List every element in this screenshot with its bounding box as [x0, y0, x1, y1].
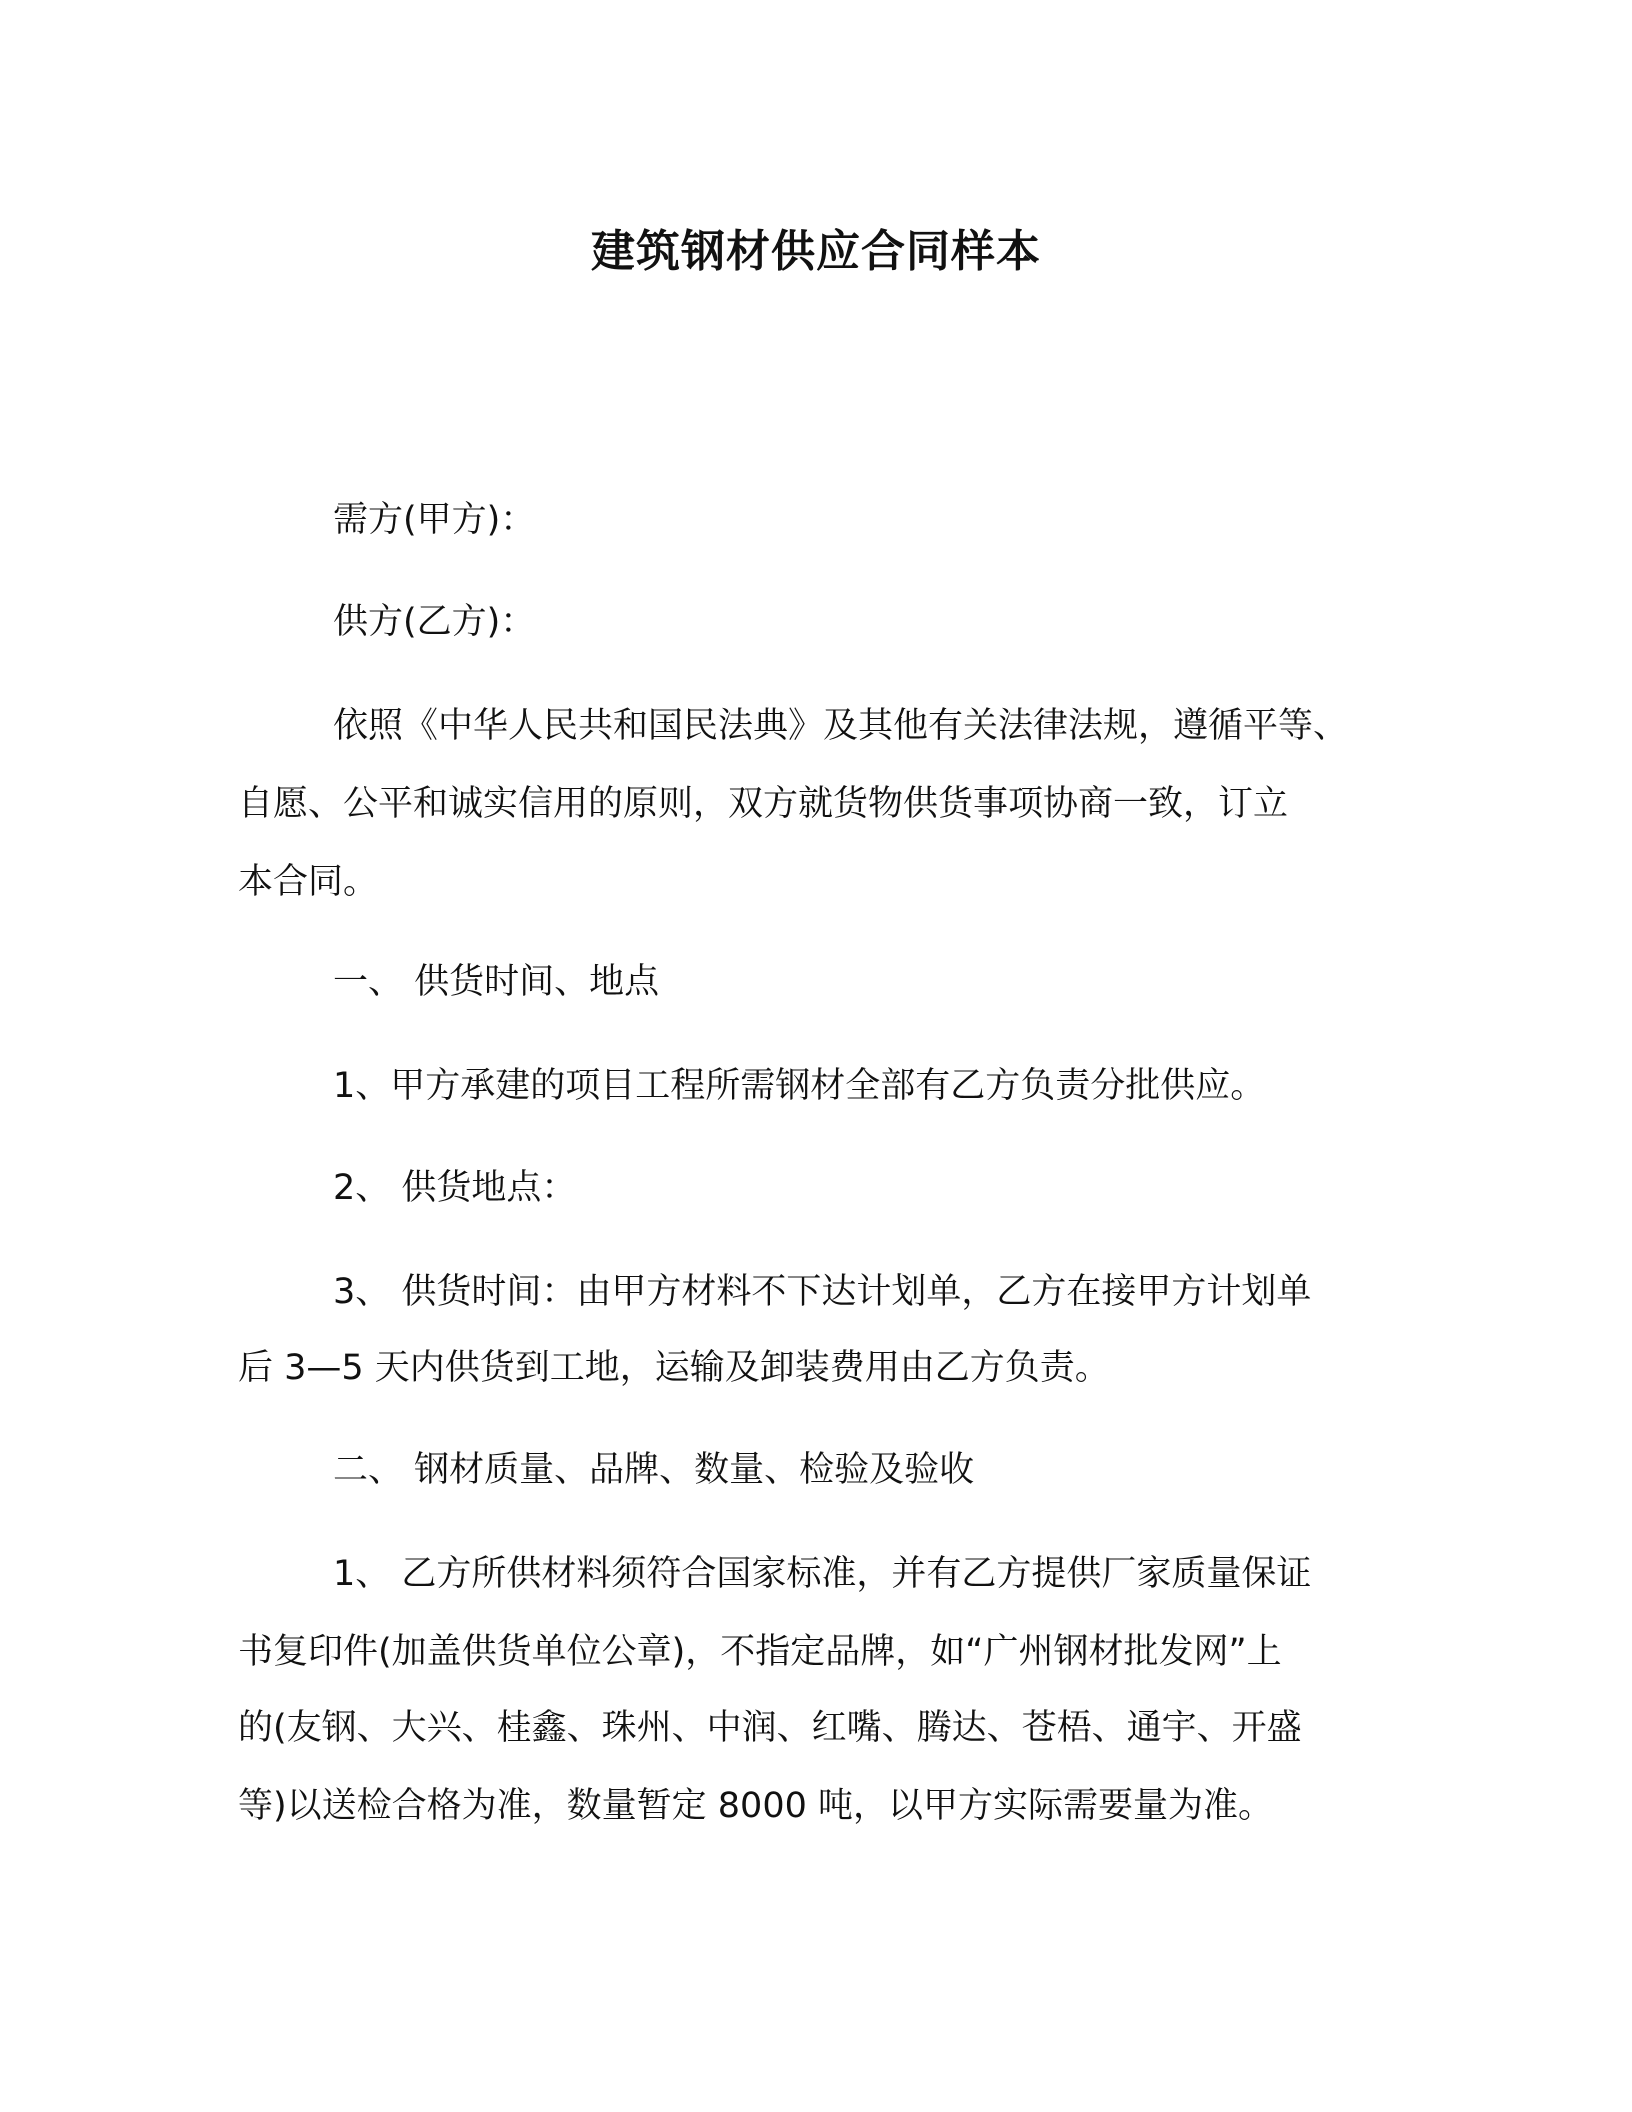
section1-item2: 2、 供货地点：: [333, 1168, 577, 1208]
preamble-line-1: 依照《中华人民共和国民法典》及其他有关法律法规，遵循平等、: [333, 706, 1349, 746]
section2-item1-line-1: 1、 乙方所供材料须符合国家标准，并有乙方提供厂家质量保证: [333, 1554, 1312, 1594]
section2-heading: 二、 钢材质量、品牌、数量、检验及验收: [333, 1450, 975, 1490]
party-a-label: 需方(甲方)：: [333, 500, 536, 540]
section1-item3-line-2: 后 3—5 天内供货到工地，运输及卸装费用由乙方负责。: [238, 1348, 1110, 1388]
section1-item1: 1、甲方承建的项目工程所需钢材全部有乙方负责分批供应。: [333, 1066, 1266, 1106]
section1-item3-line-1: 3、 供货时间：由甲方材料不下达计划单，乙方在接甲方计划单: [333, 1272, 1312, 1312]
section1-heading: 一、 供货时间、地点: [333, 962, 660, 1002]
section2-item1-line-3: 的(友钢、大兴、桂鑫、珠州、中润、红嘴、腾达、苍梧、通宇、开盛: [238, 1708, 1302, 1748]
preamble-line-3: 本合同。: [238, 862, 379, 902]
document-title: 建筑钢材供应合同样本: [591, 226, 1041, 277]
section2-item1-line-4: 等)以送检合格为准，数量暂定 8000 吨，以甲方实际需要量为准。: [238, 1786, 1273, 1826]
preamble-line-2: 自愿、公平和诚实信用的原则，双方就货物供货事项协商一致，订立: [238, 784, 1289, 824]
section2-item1-line-2: 书复印件(加盖供货单位公章)，不指定品牌，如“广州钢材批发网”上: [238, 1632, 1282, 1672]
party-b-label: 供方(乙方)：: [333, 602, 536, 642]
